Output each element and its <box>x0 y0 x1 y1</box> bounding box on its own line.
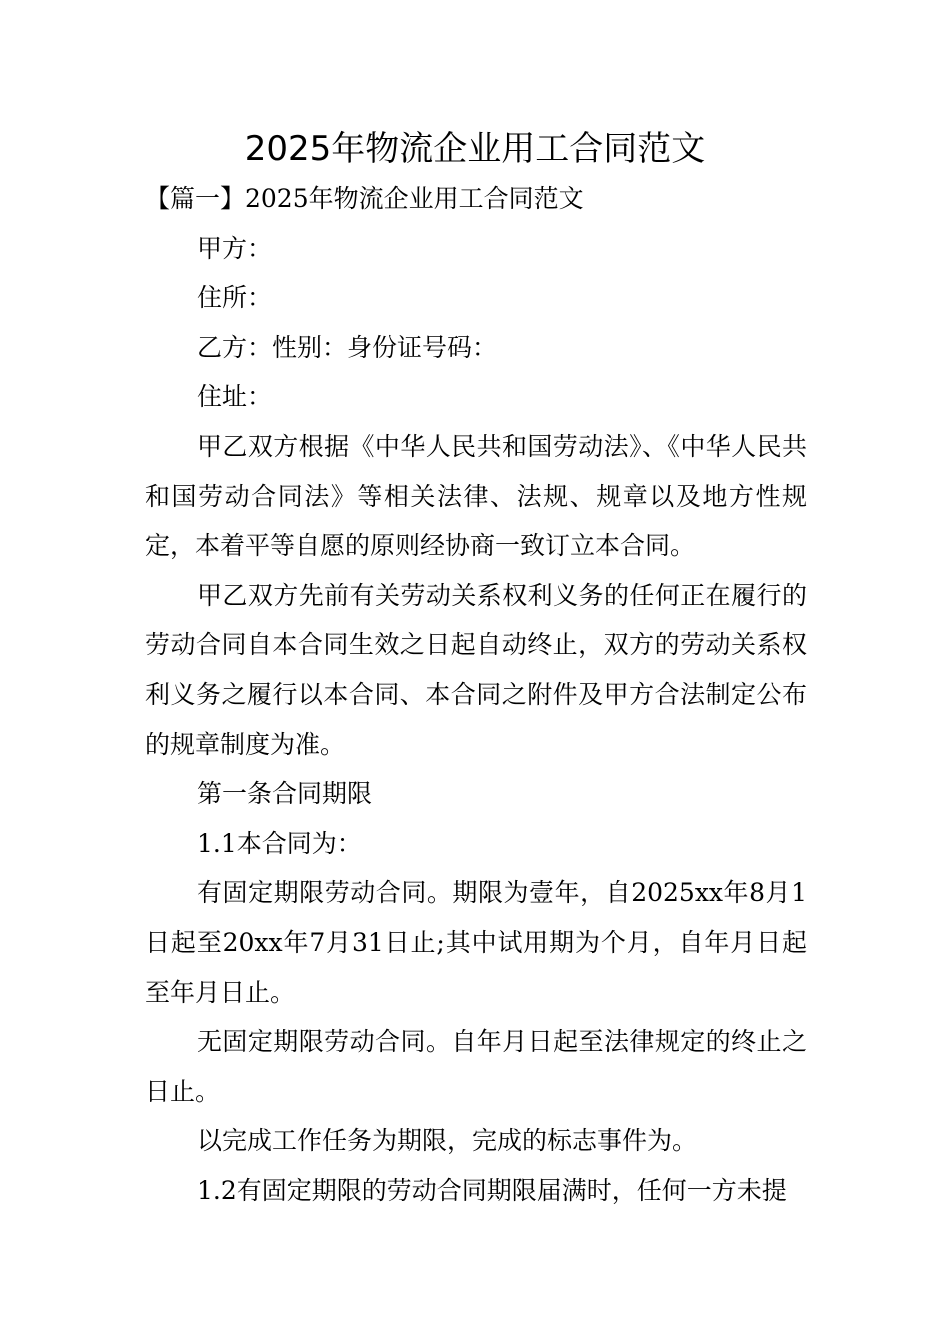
party-a-line: 甲方： <box>197 233 273 263</box>
article-heading: 第一条合同期限 <box>197 779 373 809</box>
clause-paragraph: 1.2有固定期限的劳动合同期限届满时，任何一方未提 <box>197 1175 787 1205</box>
section-heading: 【篇一】2025年物流企业用工合同范文 <box>145 184 584 213</box>
party-a-address-line: 住所： <box>197 283 273 313</box>
termination-paragraph: 甲乙双方先前有关劳动关系权利义务的任何正在履行的劳动合同自本合同生效之日起自动终止，双方的劳动关系权利义务之履行以本合同、本合同之附件及甲方合法制定公布的规章制度为准。 <box>145 580 807 759</box>
clause-paragraph: 1.1本合同为： <box>197 828 362 858</box>
task-term-paragraph: 以完成工作任务为期限，完成的标志事件为。 <box>197 1126 698 1156</box>
fixed-term-paragraph: 有固定期限劳动合同。期限为壹年，自2025xx年8月1日起至20xx年7月31日止;其中试用期为个月，自年月日起至年月日止。 <box>145 878 807 1007</box>
document-title: 2025年物流企业用工合同范文 <box>244 129 706 169</box>
preamble-paragraph: 甲乙双方根据《中华人民共和国劳动法》、《中华人民共和国劳动合同法》等相关法律、法规、规章以及地方性规定，本着平等自愿的原则经协商一致订立本合同。 <box>145 431 807 561</box>
open-term-paragraph: 无固定期限劳动合同。自年月日起至法律规定的终止之日止。 <box>145 1027 807 1106</box>
party-b-line: 乙方：性别：身份证号码： <box>197 332 498 362</box>
party-b-address-line: 住址： <box>197 382 273 412</box>
document-body <box>145 174 807 1215</box>
